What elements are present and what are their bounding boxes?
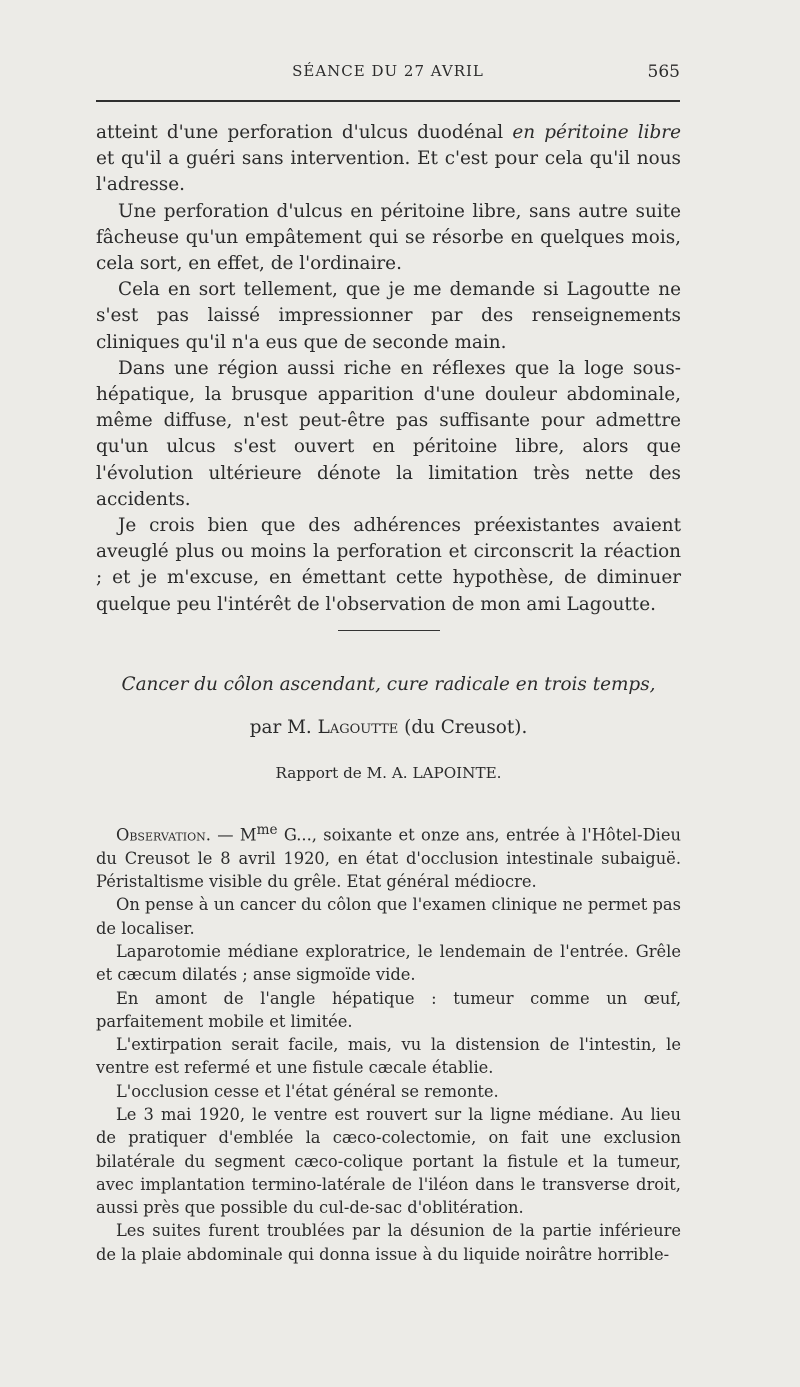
paragraph: Une perforation d'ulcus en péritoine libre, sans autre suite fâcheuse qu'un empâtement qui se résorbe en quelques mois, cela sort, en effet, de l'ordinaire. <box>96 200 681 275</box>
paragraph: Je crois bien que des adhérences préexistantes avaient aveuglé plus ou moins la perforation et circonscrit la réaction ; et je m'excuse, en émettant cette hypothèse, de diminuer quelque peu l'intérêt de l'observation de mon ami Lagoutte. <box>96 515 681 615</box>
paragraph: L'occlusion cesse et l'état général se remonte. <box>116 1081 499 1101</box>
page-number: 565 <box>647 62 680 82</box>
text-run: — M <box>210 825 257 845</box>
italic-run: en péritoine libre <box>512 122 681 143</box>
paragraph: Laparotomie médiane exploratrice, le lendemain de l'entrée. Grêle et cæcum dilatés ; anse sigmoïde vide. <box>96 941 681 985</box>
observation-text <box>96 819 681 1266</box>
paragraph <box>96 120 681 199</box>
paragraph: Le 3 mai 1920, le ventre est rouvert sur la ligne médiane. Au lieu de pratiquer d'emblée la cæco-colectomie, on fait une exclusion bilatérale du segment cæco-colique portant la fistule et la tumeur, avec implantation termino-latérale de l'iléon dans le transverse droit, aussi près que possible du cul-de-sac d'oblitération. <box>96 1104 681 1218</box>
paragraph: Les suites furent troublées par la désunion de la partie inférieure de la plaie abdominale qui donna issue à du liquide noirâtre horrible- <box>96 1221 681 1264</box>
header-rule <box>96 100 680 102</box>
article-author <box>96 717 681 738</box>
paragraph: Dans une région aussi riche en réflexes que la loge sous-hépatique, la brusque apparition d'une douleur abdominale, même diffuse, n'est peut-être pas suffisante pour admettre qu'un ulcus s'est ouvert en péritoine libre, alors que l'évolution ultérieure dénote la limitation très nette des accidents. <box>96 357 681 510</box>
paragraph: Cela en sort tellement, que je me demande si Lagoutte ne s'est pas laissé impressionner par des renseignements cliniques qu'il n'a eus que de seconde main. <box>96 279 681 353</box>
text-run: atteint d'une perforation d'ulcus duodénal <box>96 122 513 143</box>
author-suffix: (du Creusot). <box>398 717 528 738</box>
paragraph: En amont de l'angle hépatique : tumeur comme un œuf, parfaitement mobile et limitée. <box>96 988 681 1031</box>
paragraph: On pense à un cancer du côlon que l'examen clinique ne permet pas de localiser. <box>96 895 681 938</box>
section-separator <box>338 630 440 631</box>
text-run: G..., soixante et onze ans, entrée à l'Hôtel-Dieu du Creusot le 8 avril 1920, en état d'occlusion intestinale subaiguë. Péristaltisme visible du grêle. Etat général médiocre. <box>96 825 681 892</box>
report-line: Rapport de M. A. LAPOINTE. <box>275 764 502 782</box>
observation-label: Observation. <box>116 825 211 845</box>
page-header <box>96 62 680 88</box>
text-run: et qu'il a guéri sans intervention. Et c'est pour cela qu'il nous l'adresse. <box>96 148 681 196</box>
paragraph: L'extirpation serait facile, mais, vu la distension de l'intestin, le ventre est refermé et une fistule cæcale établie. <box>96 1035 681 1078</box>
article-title: Cancer du côlon ascendant, cure radicale en trois temps, <box>121 674 656 695</box>
author-prefix: par M. <box>249 717 318 738</box>
superscript: me <box>256 822 278 838</box>
running-title: SÉANCE DU 27 AVRIL <box>292 62 484 80</box>
previous-section-text <box>96 120 681 618</box>
paragraph <box>96 819 681 893</box>
author-name: Lagoutte <box>317 717 399 738</box>
